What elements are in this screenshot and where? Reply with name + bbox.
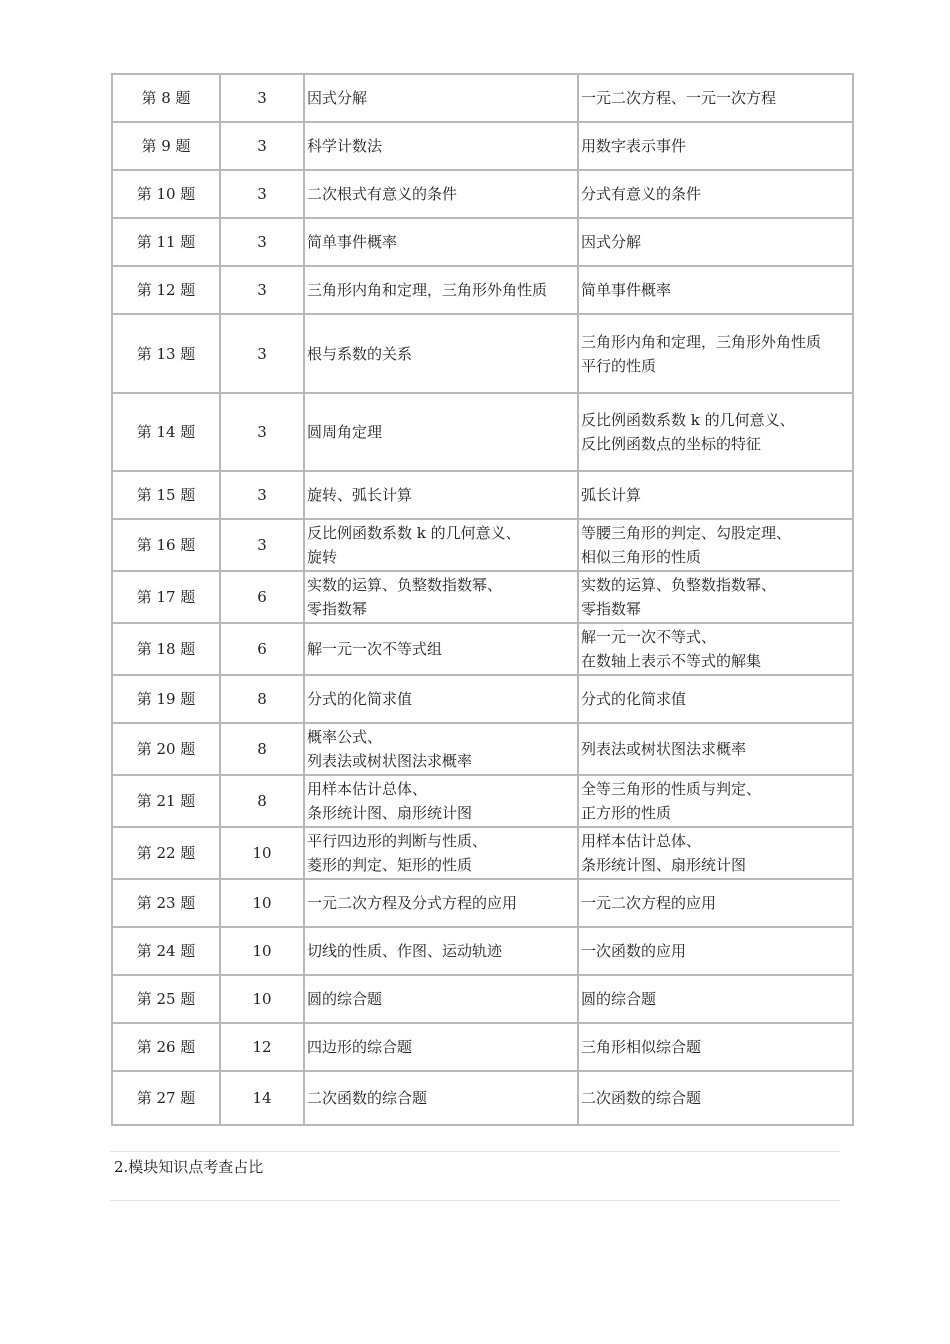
question-number-cell: 第 12 题: [112, 266, 220, 314]
question-number-cell: 第 27 题: [112, 1071, 220, 1125]
question-number-cell: 第 17 题: [112, 571, 220, 623]
cell-text-line: 用数字表示事件: [581, 137, 687, 155]
table-row: [112, 879, 853, 927]
compare-knowledge-point-cell: [578, 827, 853, 879]
cell-text-line: 根与系数的关系: [307, 344, 413, 363]
cell-text-line: 条形统计图、扇形统计图: [307, 804, 473, 822]
cell-text-line: 切线的性质、作图、运动轨迹: [307, 942, 503, 960]
score-cell: 10: [220, 827, 304, 879]
compare-knowledge-point-cell: [578, 571, 853, 623]
score-cell: 3: [220, 122, 304, 170]
compare-knowledge-point-cell: [578, 1071, 853, 1125]
cell-text-line: 全等三角形的性质与判定、: [581, 780, 762, 798]
knowledge-point-cell: [304, 314, 578, 393]
knowledge-point-cell: [304, 218, 578, 266]
table-row: [112, 827, 853, 879]
question-number-cell: 第 19 题: [112, 675, 220, 723]
score-cell: 8: [220, 723, 304, 775]
score-cell: 8: [220, 675, 304, 723]
question-number-cell: 第 13 题: [112, 314, 220, 393]
knowledge-point-cell: [304, 675, 578, 723]
score-cell: 3: [220, 218, 304, 266]
cell-text-line: 菱形的判定、矩形的性质: [307, 856, 473, 874]
cell-text-line: 解一元一次不等式、: [581, 628, 717, 646]
score-cell: 12: [220, 1023, 304, 1071]
cell-text-line: 用样本估计总体、: [307, 780, 428, 798]
table-row: [112, 122, 853, 170]
knowledge-point-cell: [304, 723, 578, 775]
question-number-cell: 第 8 题: [112, 74, 220, 122]
cell-text-line: 二次函数的综合题: [581, 1089, 702, 1107]
cell-text-line: 四边形的综合题: [307, 1038, 413, 1056]
question-number-cell: 第 22 题: [112, 827, 220, 879]
cell-text-line: 因式分解: [307, 89, 368, 107]
knowledge-point-cell: [304, 122, 578, 170]
score-cell: 3: [220, 393, 304, 471]
knowledge-point-cell: [304, 927, 578, 975]
question-number-cell: 第 20 题: [112, 723, 220, 775]
question-number-cell: 第 15 题: [112, 471, 220, 519]
table-row: [112, 266, 853, 314]
table-row: [112, 170, 853, 218]
cell-text-line: 平行的性质: [581, 356, 657, 375]
cell-text-line: 相似三角形的性质: [581, 548, 702, 566]
knowledge-point-cell: [304, 1023, 578, 1071]
cell-text-line: 三角形内角和定理，三角形外角性质: [307, 281, 548, 299]
cell-text-line: 分式有意义的条件: [581, 185, 702, 203]
knowledge-point-cell: [304, 775, 578, 827]
compare-knowledge-point-cell: [578, 266, 853, 314]
question-number-cell: 第 26 题: [112, 1023, 220, 1071]
cell-text-line: 等腰三角形的判定、勾股定理、: [581, 524, 792, 542]
cell-text-line: 用样本估计总体、: [581, 832, 702, 850]
table-row: [112, 623, 853, 675]
section-block: [110, 1151, 840, 1201]
compare-knowledge-point-cell: [578, 393, 853, 471]
cell-text-line: 旋转、弧长计算: [307, 486, 413, 504]
table-row: [112, 471, 853, 519]
compare-knowledge-point-cell: [578, 927, 853, 975]
cell-text-line: 圆的综合题: [307, 990, 383, 1008]
cell-text-line: 零指数幂: [307, 600, 368, 618]
table-row: [112, 675, 853, 723]
cell-text-line: 反比例函数点的坐标的特征: [581, 435, 762, 453]
cell-text-line: 反比例函数系数 k 的几何意义、: [581, 411, 795, 429]
compare-knowledge-point-cell: [578, 675, 853, 723]
section-title: 2.模块知识点考查占比: [114, 1158, 264, 1176]
knowledge-point-cell: [304, 827, 578, 879]
compare-knowledge-point-cell: [578, 122, 853, 170]
compare-knowledge-point-cell: [578, 723, 853, 775]
cell-text-line: 旋转: [307, 548, 338, 566]
table-row: [112, 975, 853, 1023]
cell-text-line: 简单事件概率: [307, 233, 398, 251]
cell-text-line: 解一元一次不等式组: [307, 640, 443, 658]
knowledge-point-cell: [304, 1071, 578, 1125]
cell-text-line: 一元二次方程的应用: [581, 894, 717, 912]
question-number-cell: 第 25 题: [112, 975, 220, 1023]
compare-knowledge-point-cell: [578, 623, 853, 675]
compare-knowledge-point-cell: [578, 879, 853, 927]
cell-text-line: 一次函数的应用: [581, 942, 687, 960]
knowledge-point-cell: [304, 393, 578, 471]
table-row: [112, 74, 853, 122]
knowledge-point-cell: [304, 519, 578, 571]
exam-comparison-table: [111, 73, 854, 1126]
cell-text-line: 列表法或树状图法求概率: [581, 740, 747, 758]
cell-text-line: 概率公式、: [307, 728, 383, 746]
cell-text-line: 简单事件概率: [581, 281, 672, 299]
score-cell: 3: [220, 74, 304, 122]
score-cell: 3: [220, 471, 304, 519]
question-number-cell: 第 10 题: [112, 170, 220, 218]
cell-text-line: 二次根式有意义的条件: [307, 185, 458, 203]
compare-knowledge-point-cell: [578, 975, 853, 1023]
score-cell: 3: [220, 519, 304, 571]
score-cell: 10: [220, 927, 304, 975]
question-number-cell: 第 14 题: [112, 393, 220, 471]
knowledge-point-cell: [304, 879, 578, 927]
cell-text-line: 分式的化简求值: [581, 690, 687, 708]
compare-knowledge-point-cell: [578, 218, 853, 266]
score-cell: 3: [220, 314, 304, 393]
cell-text-line: 圆的综合题: [581, 990, 657, 1008]
cell-text-line: 反比例函数系数 k 的几何意义、: [307, 524, 521, 542]
score-cell: 6: [220, 623, 304, 675]
cell-text-line: 因式分解: [581, 233, 642, 251]
table-row: [112, 571, 853, 623]
score-cell: 6: [220, 571, 304, 623]
table-row: [112, 775, 853, 827]
score-cell: 10: [220, 879, 304, 927]
table-row: [112, 1023, 853, 1071]
cell-text-line: 条形统计图、扇形统计图: [581, 856, 747, 874]
compare-knowledge-point-cell: [578, 519, 853, 571]
compare-knowledge-point-cell: [578, 170, 853, 218]
question-number-cell: 第 18 题: [112, 623, 220, 675]
question-number-cell: 第 24 题: [112, 927, 220, 975]
question-number-cell: 第 21 题: [112, 775, 220, 827]
cell-text-line: 二次函数的综合题: [307, 1089, 428, 1107]
knowledge-point-cell: [304, 471, 578, 519]
cell-text-line: 零指数幂: [581, 600, 642, 618]
question-number-cell: 第 23 题: [112, 879, 220, 927]
knowledge-point-cell: [304, 975, 578, 1023]
compare-knowledge-point-cell: [578, 471, 853, 519]
question-number-cell: 第 9 题: [112, 122, 220, 170]
compare-knowledge-point-cell: [578, 775, 853, 827]
table-row: [112, 314, 853, 393]
knowledge-point-cell: [304, 170, 578, 218]
score-cell: 8: [220, 775, 304, 827]
score-cell: 10: [220, 975, 304, 1023]
table-row: [112, 1071, 853, 1125]
cell-text-line: 三角形相似综合题: [581, 1038, 702, 1056]
cell-text-line: 平行四边形的判断与性质、: [307, 832, 488, 850]
knowledge-point-cell: [304, 74, 578, 122]
table-row: [112, 218, 853, 266]
cell-text-line: 弧长计算: [581, 486, 642, 504]
question-number-cell: 第 11 题: [112, 218, 220, 266]
cell-text-line: 圆周角定理: [307, 423, 383, 441]
cell-text-line: 科学计数法: [307, 137, 383, 155]
cell-text-line: 一元二次方程及分式方程的应用: [307, 894, 518, 912]
score-cell: 3: [220, 266, 304, 314]
table-row: [112, 723, 853, 775]
compare-knowledge-point-cell: [578, 314, 853, 393]
table-row: [112, 393, 853, 471]
table-row: [112, 519, 853, 571]
cell-text-line: 实数的运算、负整数指数幂、: [581, 576, 777, 594]
score-cell: 3: [220, 170, 304, 218]
cell-text-line: 实数的运算、负整数指数幂、: [307, 576, 503, 594]
cell-text-line: 三角形内角和定理，三角形外角性质: [581, 332, 822, 351]
cell-text-line: 列表法或树状图法求概率: [307, 752, 473, 770]
cell-text-line: 在数轴上表示不等式的解集: [581, 652, 762, 670]
cell-text-line: 正方形的性质: [581, 804, 672, 822]
knowledge-point-cell: [304, 623, 578, 675]
score-cell: 14: [220, 1071, 304, 1125]
cell-text-line: 分式的化简求值: [307, 690, 413, 708]
table-row: [112, 927, 853, 975]
cell-text-line: 一元二次方程、一元一次方程: [581, 89, 777, 107]
compare-knowledge-point-cell: [578, 1023, 853, 1071]
question-number-cell: 第 16 题: [112, 519, 220, 571]
compare-knowledge-point-cell: [578, 74, 853, 122]
knowledge-point-cell: [304, 571, 578, 623]
knowledge-point-cell: [304, 266, 578, 314]
table-body: [112, 74, 853, 1125]
